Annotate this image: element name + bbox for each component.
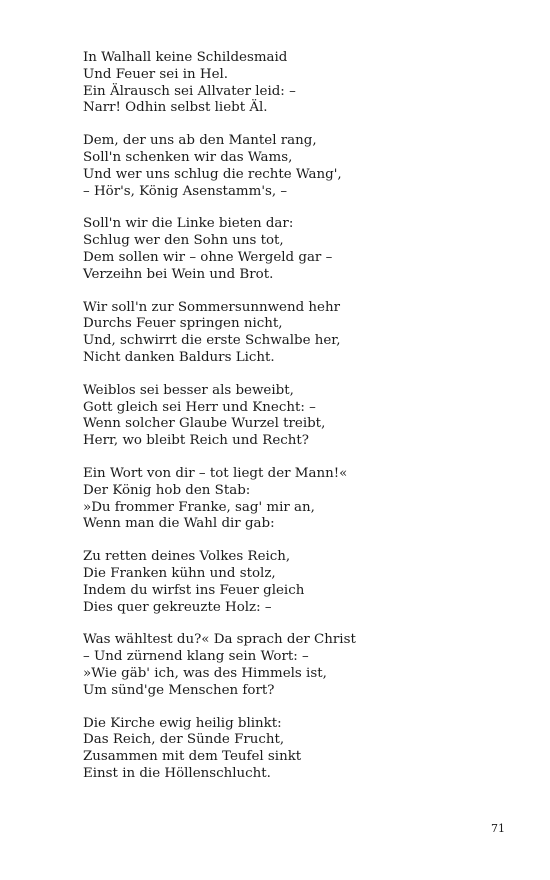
page-number: 71 [491,822,505,835]
verse-line: In Walhall keine Schildesmaid [83,50,288,65]
poem-text [83,50,503,799]
verse-line: Gott gleich sei Herr und Knecht: – [83,399,316,415]
verse-line: Verzeihn bei Wein und Brot. [83,266,274,282]
verse-line: Und Feuer sei in Hel. [83,66,229,82]
stanza-3 [83,216,503,283]
verse-line: Zusammen mit dem Teufel sinkt [83,749,302,765]
stanza-4 [83,300,503,367]
verse-line: Dem, der uns ab den Mantel rang, [83,133,317,149]
verse-line: Dem sollen wir – ohne Wergeld gar – [83,249,333,265]
verse-line: Und wer uns schlug die rechte Wang', [83,166,342,182]
verse-line: Nicht danken Baldurs Licht. [83,349,275,365]
stanza-6 [83,466,503,533]
verse-line: Herr, wo bleibt Reich und Recht? [83,433,309,449]
stanza-1 [83,50,503,117]
verse-line: Was wähltest du?« Da sprach der Christ [83,632,356,648]
stanza-8 [83,632,503,699]
verse-line: Ein Älrausch sei Allvater leid: – [83,83,296,99]
verse-line: Einst in die Höllenschlucht. [83,765,271,781]
verse-line: Narr! Odhin selbst liebt Äl. [83,100,268,116]
verse-line: Der König hob den Stab: [83,482,251,498]
verse-line: Die Kirche ewig heilig blinkt: [83,715,282,731]
stanza-9 [83,716,503,783]
stanza-7 [83,549,503,616]
verse-line: »Wie gäb' ich, was des Himmels ist, [83,665,327,681]
verse-line: Durchs Feuer springen nicht, [83,316,283,332]
verse-line: Indem du wirfst ins Feuer gleich [83,582,305,598]
stanza-5 [83,383,503,450]
verse-line: »Du frommer Franke, sag' mir an, [83,499,315,515]
verse-line: Wir soll'n zur Sommersunnwend hehr [83,299,340,315]
verse-line: Ein Wort von dir – tot liegt der Mann!« [83,465,348,481]
verse-line: Wenn man die Wahl dir gab: [83,516,275,532]
verse-line: Um sünd'ge Menschen fort? [83,682,275,698]
verse-line: Dies quer gekreuzte Holz: – [83,599,272,615]
verse-line: Zu retten deines Volkes Reich, [83,549,291,565]
verse-line: Soll'n wir die Linke bieten dar: [83,216,294,232]
verse-line: Soll'n schenken wir das Wams, [83,149,293,165]
verse-line: Und, schwirrt die erste Schwalbe her, [83,333,341,349]
verse-line: – Und zürnend klang sein Wort: – [83,649,309,665]
verse-line: Weiblos sei besser als beweibt, [83,382,294,398]
stanza-2 [83,133,503,200]
verse-line: Schlug wer den Sohn uns tot, [83,233,284,249]
verse-line: Wenn solcher Glaube Wurzel treibt, [83,416,326,432]
verse-line: Die Franken kühn und stolz, [83,565,276,581]
verse-line: Das Reich, der Sünde Frucht, [83,732,285,748]
verse-line: – Hör's, König Asenstamm's, – [83,183,288,199]
